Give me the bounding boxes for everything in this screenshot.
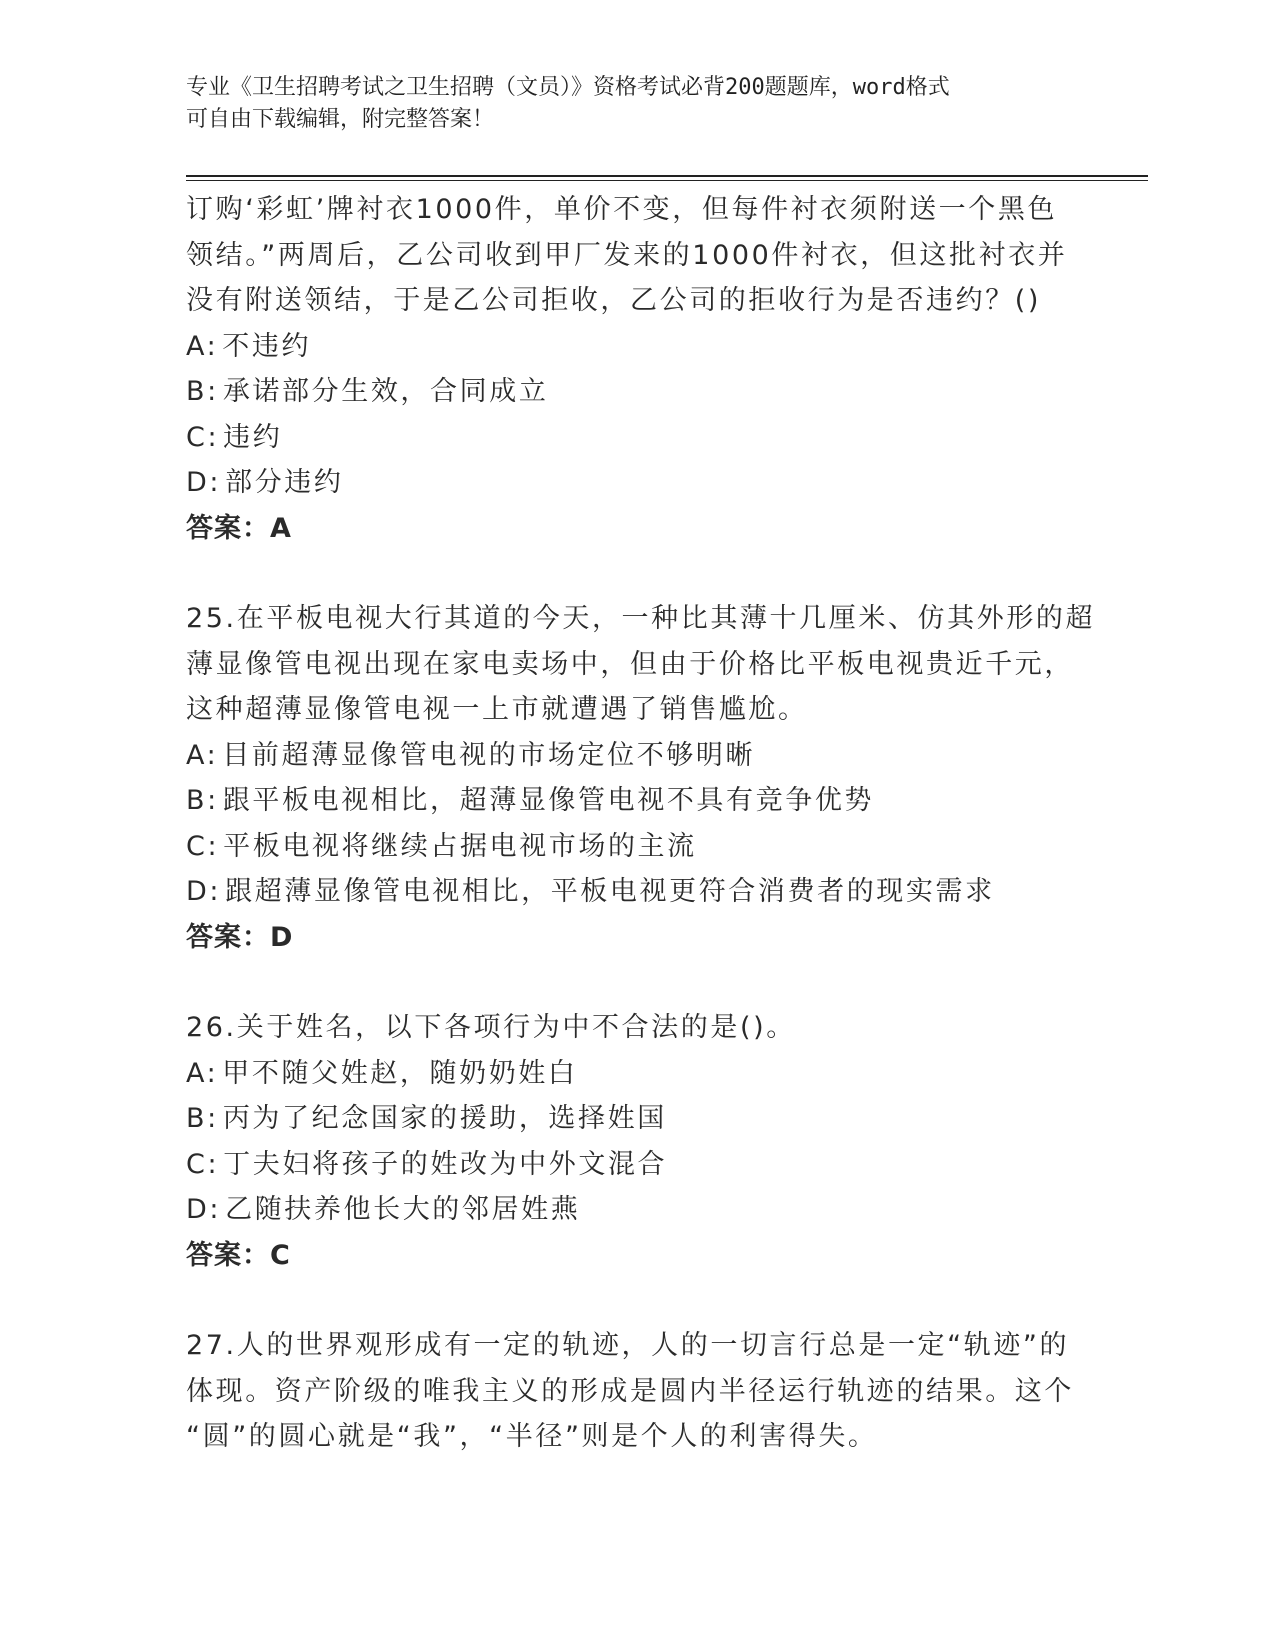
option-letter: C: xyxy=(186,830,220,862)
question-26 xyxy=(186,1005,1086,1278)
spacer xyxy=(186,960,1086,1005)
option-text: 丙为了纪念国家的援助，选择姓国 xyxy=(222,1103,667,1134)
answer-label: 答案：D xyxy=(186,921,294,953)
header-divider-thin xyxy=(186,180,1148,181)
spacer xyxy=(186,551,1086,596)
option-text: 甲不随父姓赵，随奶奶姓白 xyxy=(222,1057,578,1089)
spacer xyxy=(186,1278,1086,1323)
answer-label: 答案：A xyxy=(186,512,292,544)
question-text-line: “圆”的圆心就是“我”，“半径”则是个人的利害得失。 xyxy=(186,1421,878,1452)
option-letter: A: xyxy=(186,1057,219,1089)
option-b xyxy=(186,1096,1086,1142)
header-divider-thick xyxy=(186,175,1148,177)
header-title-line-1: 专业《卫生招聘考试之卫生招聘（文员）》资格考试必背200题题库，word格式 xyxy=(186,75,950,100)
option-letter: B: xyxy=(186,1103,219,1134)
option-c xyxy=(186,415,1086,461)
option-text: 平板电视将继续占据电视市场的主流 xyxy=(223,830,697,862)
option-a xyxy=(186,324,1086,370)
option-letter: C: xyxy=(186,421,220,453)
question-24 xyxy=(186,187,1086,551)
question-text-line: 26.关于姓名，以下各项行为中不合法的是()。 xyxy=(186,1012,796,1043)
question-content xyxy=(186,187,1096,1460)
option-c xyxy=(186,824,1086,870)
option-text: 目前超薄显像管电视的市场定位不够明晰 xyxy=(222,739,756,771)
option-d xyxy=(186,869,1086,915)
question-text-line: 订购‘彩虹’牌衬衣1000件，单价不变，但每件衬衣须附送一个黑色 xyxy=(186,194,1058,225)
question-text-line: 27.人的世界观形成有一定的轨迹，人的一切言行总是一定“轨迹”的 xyxy=(186,1330,1070,1361)
option-a xyxy=(186,733,1086,779)
option-text: 不违约 xyxy=(222,330,312,362)
question-text-line: 体现。资产阶级的唯我主义的形成是圆内半径运行轨迹的结果。这个 xyxy=(186,1375,1074,1407)
option-letter: A: xyxy=(186,739,219,771)
option-letter: D: xyxy=(186,467,222,498)
question-27 xyxy=(186,1323,1086,1460)
option-letter: D: xyxy=(186,1194,222,1225)
option-b xyxy=(186,369,1086,415)
option-letter: D: xyxy=(186,876,222,907)
option-text: 部分违约 xyxy=(225,467,344,498)
document-header xyxy=(186,72,1086,136)
option-text: 乙随扶养他长大的邻居姓燕 xyxy=(225,1194,581,1225)
header-title-line-2: 可自由下载编辑，附完整答案！ xyxy=(186,107,495,132)
option-letter: B: xyxy=(186,376,219,407)
option-letter: C: xyxy=(186,1148,220,1180)
answer-label: 答案：C xyxy=(186,1239,291,1271)
question-text-line: 领结。”两周后，乙公司收到甲厂发来的1000件衬衣，但这批衬衣并 xyxy=(186,239,1068,271)
option-d xyxy=(186,1187,1086,1233)
question-text-line: 25.在平板电视大行其道的今天，一种比其薄十几厘米、仿其外形的超 xyxy=(186,603,1096,634)
question-25 xyxy=(186,596,1096,960)
option-text: 承诺部分生效，合同成立 xyxy=(222,376,549,407)
question-text-line: 没有附送领结，于是乙公司拒收，乙公司的拒收行为是否违约？() xyxy=(186,285,1042,316)
option-letter: B: xyxy=(186,785,219,816)
option-text: 跟超薄显像管电视相比，平板电视更符合消费者的现实需求 xyxy=(225,876,995,907)
option-c xyxy=(186,1142,1086,1188)
option-d xyxy=(186,460,1086,506)
option-text: 跟平板电视相比，超薄显像管电视不具有竞争优势 xyxy=(222,785,875,816)
option-a xyxy=(186,1051,1086,1097)
option-text: 违约 xyxy=(223,421,283,453)
question-text-line: 这种超薄显像管电视一上市就遭遇了销售尴尬。 xyxy=(186,694,808,725)
question-text-line: 薄显像管电视出现在家电卖场中，但由于价格比平板电视贵近千元， xyxy=(186,648,1074,680)
option-text: 丁夫妇将孩子的姓改为中外文混合 xyxy=(223,1148,668,1180)
option-b xyxy=(186,778,1086,824)
option-letter: A: xyxy=(186,330,219,362)
